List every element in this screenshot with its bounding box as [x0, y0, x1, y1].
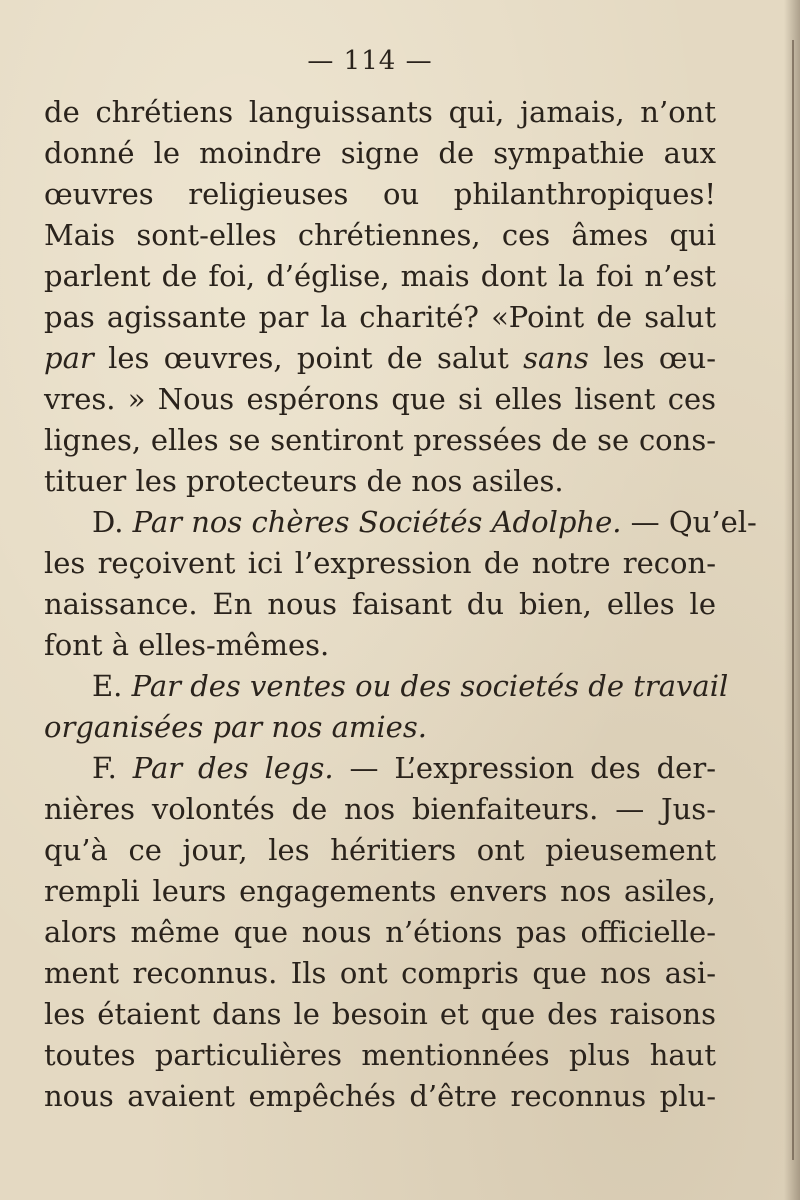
text-line: parlent de foi, d’église, mais dont la foi n’est [44, 259, 716, 293]
text-fragment: — L’expression des der- [333, 751, 716, 785]
text-line: nières volontés de nos bienfaiteurs. — Jus- [44, 792, 716, 826]
text-line: font à elles-mêmes. [44, 628, 330, 662]
text-line [44, 338, 716, 379]
text-line [44, 707, 716, 748]
section-title: Par nos chères Sociétés Adolphe. [132, 505, 622, 539]
section-d-heading [44, 502, 757, 543]
section-e-heading [44, 666, 729, 707]
text-line: les étaient dans le besoin et que des raisons [44, 997, 716, 1031]
page-edge-shadow [784, 0, 800, 1200]
text-line: nous avaient empêchés d’être reconnus plu- [44, 1079, 716, 1113]
page-number: — 114 — [307, 46, 433, 76]
section-letter: F. [92, 751, 133, 785]
text-line: lignes, elles se sentiront pressées de se cons- [44, 423, 716, 457]
text-fragment: — Qu’el- [621, 505, 757, 539]
section-title: Par des legs. [132, 751, 334, 785]
section-title: Par des ventes ou des societés de travail [131, 669, 729, 703]
text-line: ment reconnus. Ils ont compris que nos asi- [44, 956, 716, 990]
text-line: toutes particulières mentionnées plus haut [44, 1038, 716, 1072]
text-line: alors même que nous n’étions pas officielle- [44, 915, 716, 949]
section-letter: E. [92, 669, 132, 703]
text-line: tituer les protecteurs de nos asiles. [44, 464, 564, 498]
text-line: de chrétiens languissants qui, jamais, n’ont [44, 95, 716, 129]
text-line: les reçoivent ici l’expression de notre recon- [44, 546, 716, 580]
section-f-heading [44, 748, 716, 789]
text-line: œuvres religieuses ou philanthropiques! [44, 177, 716, 211]
text-line: naissance. En nous faisant du bien, elles le [44, 587, 716, 621]
page-text [44, 92, 757, 1117]
text-line: donné le moindre signe de sympathie aux [44, 136, 716, 170]
text-line: vres. » Nous espérons que si elles lisent ces [44, 382, 716, 416]
text-line: qu’à ce jour, les héritiers ont pieusement [44, 833, 716, 867]
section-title-continued: organisées par nos amies. [44, 710, 427, 744]
text-fragment: les œu- [588, 341, 717, 375]
italic-word: par [44, 341, 94, 375]
text-line: Mais sont-elles chrétiennes, ces âmes qui [44, 218, 716, 252]
text-line: pas agissante par la charité? «Point de salut [44, 300, 716, 334]
italic-word: sans [523, 341, 589, 375]
text-line: rempli leurs engagements envers nos asiles, [44, 874, 716, 908]
text-fragment: les œuvres, point de salut [93, 341, 524, 375]
section-letter: D. [92, 505, 133, 539]
